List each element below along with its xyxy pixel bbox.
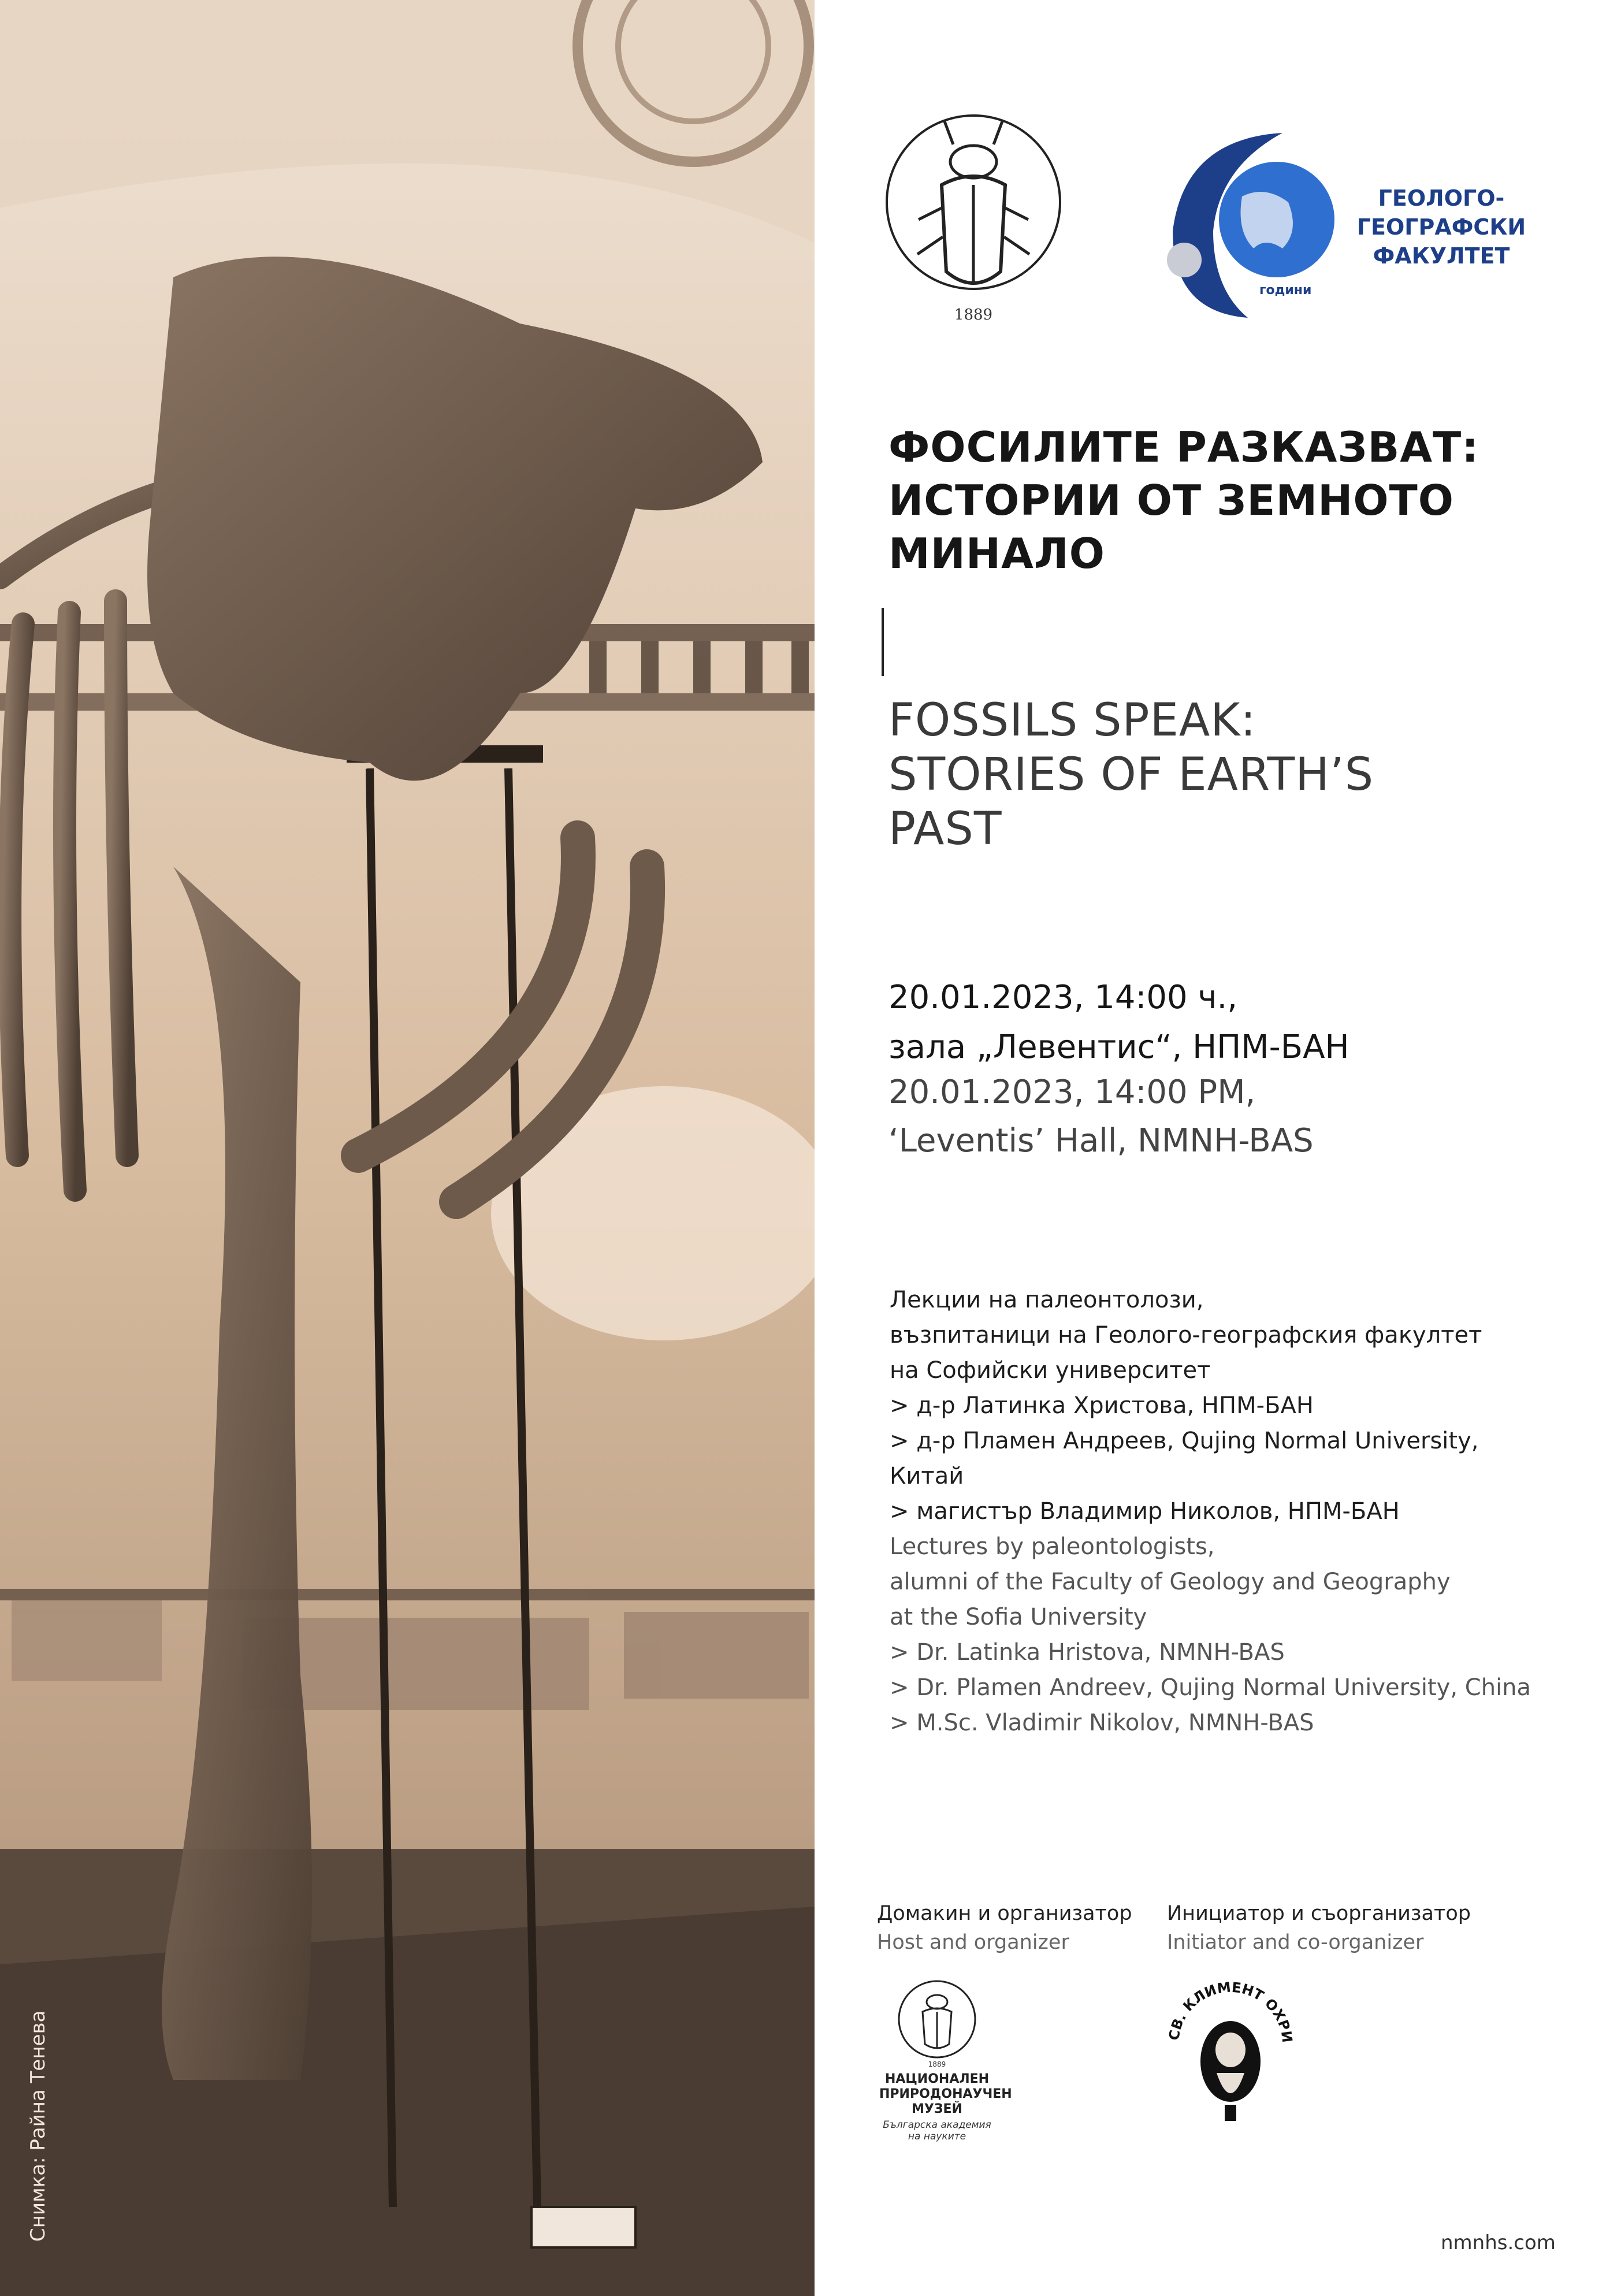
museum-small-year: 1889 (928, 2060, 946, 2068)
event-date-bg: 20.01.2023, 14:00 ч., (888, 979, 1238, 1016)
initiator-organizer (1167, 1902, 1571, 1954)
lecture-bg-line: възпитаници на Геолого-географския факултет (890, 1322, 1482, 1348)
university-seal-icon (1161, 1975, 1300, 2125)
museum-small-logo (879, 1976, 1012, 2149)
museum-name-line: МУЗЕЙ (912, 2102, 962, 2116)
ggf-name-line: ГЕОЛОГО- (1378, 185, 1505, 211)
museum-name-line: НАЦИОНАЛЕН (884, 2072, 990, 2086)
sofia-university-seal (1161, 1975, 1300, 2125)
ggf-faculty-name (1346, 184, 1537, 270)
host-organizer (877, 1902, 1166, 1954)
museum-logo (878, 98, 1069, 341)
event-details (888, 975, 1599, 1164)
lecture-bg-line: > д-р Латинка Христова, НПМ-БАН (890, 1392, 1314, 1419)
museum-sub-line: Българска академия (883, 2119, 991, 2131)
museum-sub-line: на науките (908, 2131, 966, 2142)
photo-credit: Снимка: Райна Тенева (27, 2010, 50, 2242)
title-en-line: PAST (888, 803, 1002, 855)
title-bulgarian (888, 421, 1599, 580)
globe-60-icon (1150, 116, 1334, 335)
title-en-line: FOSSILS SPEAK: (888, 694, 1256, 746)
event-place-en: ‘Leventis’ Hall, NMNH-BAS (888, 1122, 1314, 1160)
title-bg-line: ФОСИЛИТЕ РАЗКАЗВАТ: (888, 423, 1479, 471)
museum-name-line: ПРИРОДОНАУЧЕН (879, 2087, 1012, 2101)
lecture-en-line: Lectures by paleontologists, (890, 1533, 1215, 1560)
ggf-years-label: години (1259, 283, 1312, 298)
museum-name (879, 2072, 1012, 2117)
museum-academy (879, 2119, 995, 2142)
lecture-bg-line: на Софийски университет (890, 1357, 1211, 1384)
initiator-label-en: Initiator and co-organizer (1167, 1931, 1424, 1954)
website-link[interactable]: nmnhs.com (1441, 2231, 1556, 2254)
lecture-en-line: > Dr. Plamen Andreev, Qujing Normal University, China (890, 1674, 1531, 1701)
beetle-small-icon (879, 1976, 995, 2063)
lecture-bg-line: > д-р Пламен Андреев, Qujing Normal University, (890, 1428, 1479, 1454)
lecture-en-line: > Dr. Latinka Hristova, NMNH-BAS (890, 1639, 1285, 1666)
host-label-en: Host and organizer (877, 1931, 1069, 1954)
host-label-bg: Домакин и организатор (877, 1902, 1132, 1925)
title-bg-line: МИНАЛО (888, 529, 1105, 578)
initiator-label-bg: Инициатор и съорганизатор (1167, 1902, 1471, 1925)
title-divider (882, 608, 884, 676)
title-english (888, 693, 1599, 856)
lecture-en-line: at the Sofia University (890, 1604, 1147, 1630)
lecture-en-line: > M.Sc. Vladimir Nikolov, NMNH-BAS (890, 1710, 1314, 1736)
lecture-en-line: alumni of the Faculty of Geology and Geography (890, 1569, 1451, 1595)
ggf-name-line: ФАКУЛТЕТ (1373, 243, 1510, 269)
beetle-icon (878, 98, 1069, 341)
event-date-en: 20.01.2023, 14:00 PM, (888, 1073, 1256, 1111)
lecture-bg-line: Китай (890, 1463, 964, 1489)
title-en-line: STORIES OF EARTH’S (888, 749, 1374, 801)
ggf-60-logo (1150, 116, 1334, 335)
event-place-bg: зала „Левентис“, НПМ-БАН (888, 1028, 1349, 1066)
seal-text: СВ. КЛИМЕНТ ОХРИ (1166, 1979, 1296, 2044)
lecture-bg-line: Лекции на палеонтолози, (890, 1287, 1204, 1313)
museum-year: 1889 (954, 306, 993, 324)
lectures-section (890, 1283, 1600, 1741)
ggf-name-line: ГЕОГРАФСКИ (1356, 214, 1526, 240)
lecture-bg-line: > магистър Владимир Николов, НПМ-БАН (890, 1498, 1400, 1525)
title-bg-line: ИСТОРИИ ОТ ЗЕМНОТО (888, 476, 1454, 525)
